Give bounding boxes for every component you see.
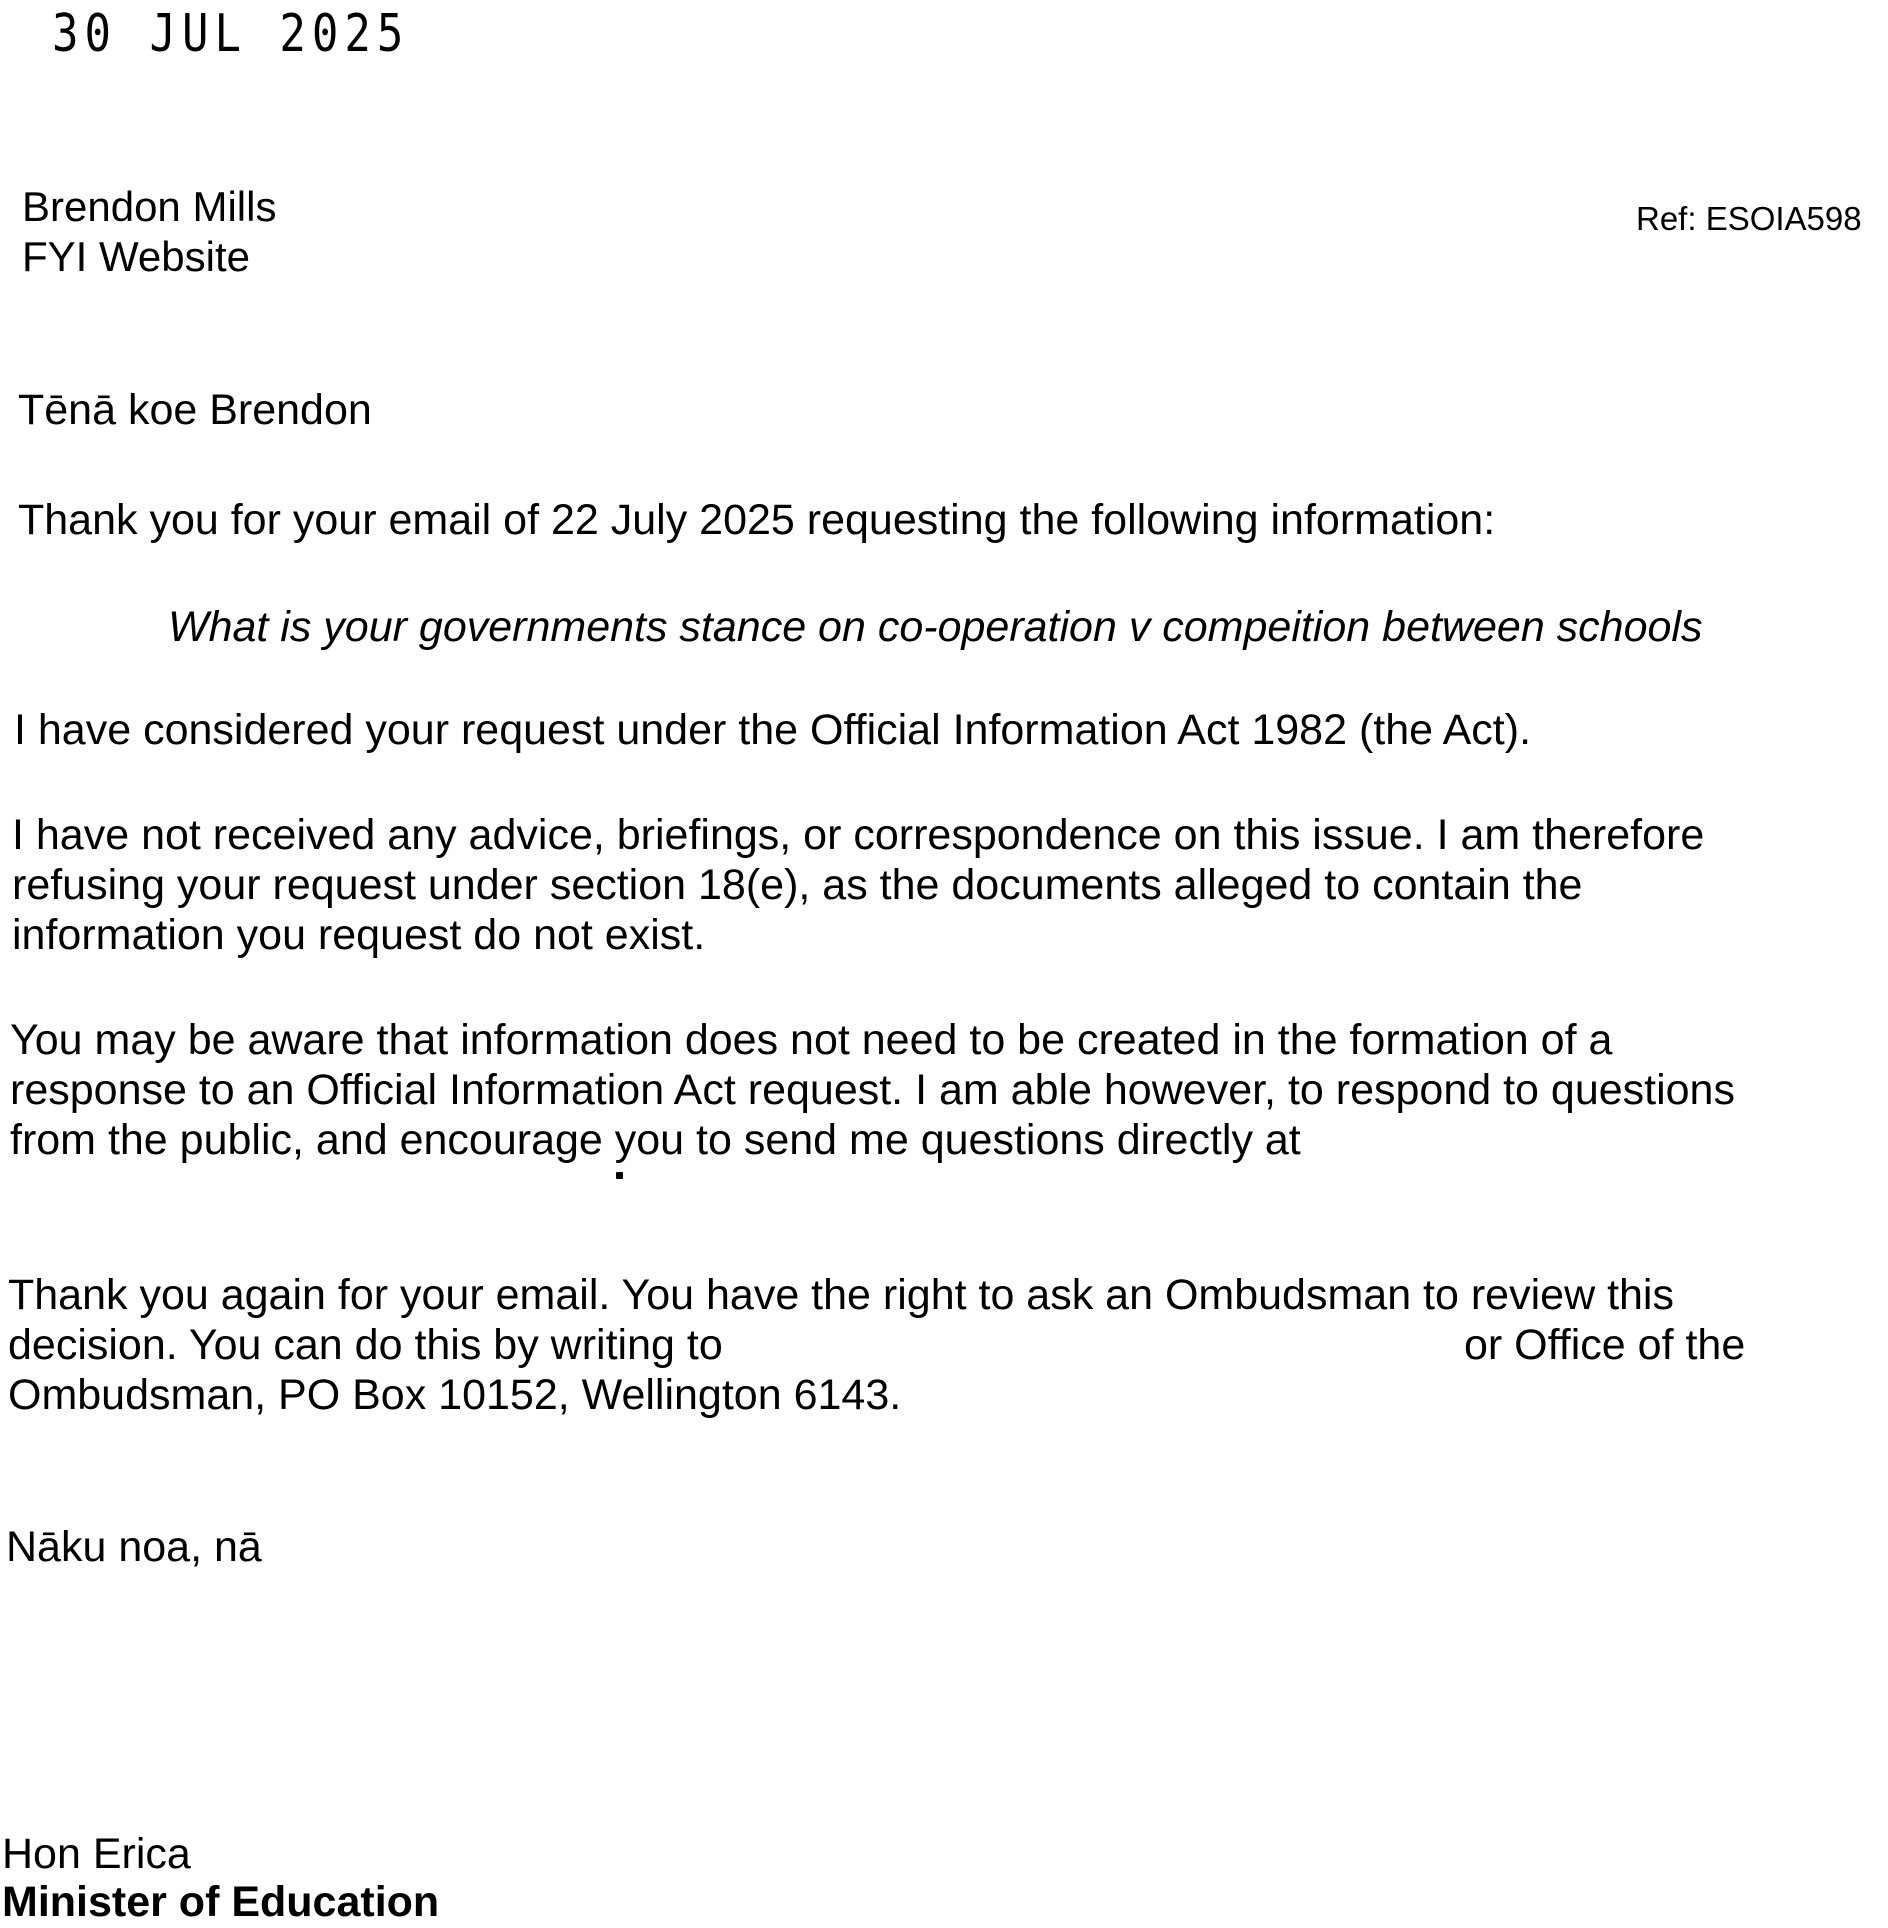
- refusal-line-3: information you request do not exist.: [12, 911, 706, 959]
- public-line-3: from the public, and encourage you to send me questions directly at: [10, 1116, 1301, 1164]
- public-line-1: You may be aware that information does not need to be created in the formation of a: [10, 1016, 1613, 1064]
- recipient-block: [22, 182, 276, 282]
- review-line-2-end: or Office of the: [1464, 1321, 1746, 1369]
- consideration-paragraph: I have considered your request under the Official Information Act 1982 (the Act).: [14, 706, 1532, 754]
- recipient-org: FYI Website: [22, 233, 250, 280]
- recipient-name: Brendon Mills: [22, 183, 277, 230]
- refusal-line-2: refusing your request under section 18(e), as the documents alleged to contain the: [12, 861, 1583, 909]
- sign-off: Nāku noa, nā: [6, 1523, 262, 1571]
- redacted-period: [616, 1172, 623, 1179]
- greeting: Tēnā koe Brendon: [18, 386, 372, 434]
- date-stamp: 30 JUL 2025: [52, 4, 410, 65]
- refusal-paragraph: [12, 810, 1704, 960]
- signatory-title: Minister of Education: [2, 1878, 440, 1926]
- reference-number: Ref: ESOIA598: [1636, 200, 1862, 237]
- signatory-name: Hon Erica: [2, 1830, 191, 1878]
- intro-paragraph: Thank you for your email of 22 July 2025 requesting the following information:: [18, 496, 1496, 544]
- review-line-2: [8, 1320, 1746, 1370]
- refusal-line-1: I have not received any advice, briefings, or correspondence on this issue. I am therefore: [12, 811, 1705, 859]
- review-line-2-start: decision. You can do this by writing to: [8, 1321, 723, 1369]
- quoted-request: What is your governments stance on co-operation v compeition between schools: [168, 603, 1703, 651]
- review-line-3: Ombudsman, PO Box 10152, Wellington 6143.: [8, 1371, 902, 1419]
- review-line-1: Thank you again for your email. You have the right to ask an Ombudsman to review this: [8, 1271, 1674, 1319]
- ombudsman-review-paragraph: [8, 1270, 1746, 1420]
- public-line-2: response to an Official Information Act request. I am able however, to respond to questions: [10, 1066, 1735, 1114]
- public-questions-paragraph: [10, 1015, 1735, 1165]
